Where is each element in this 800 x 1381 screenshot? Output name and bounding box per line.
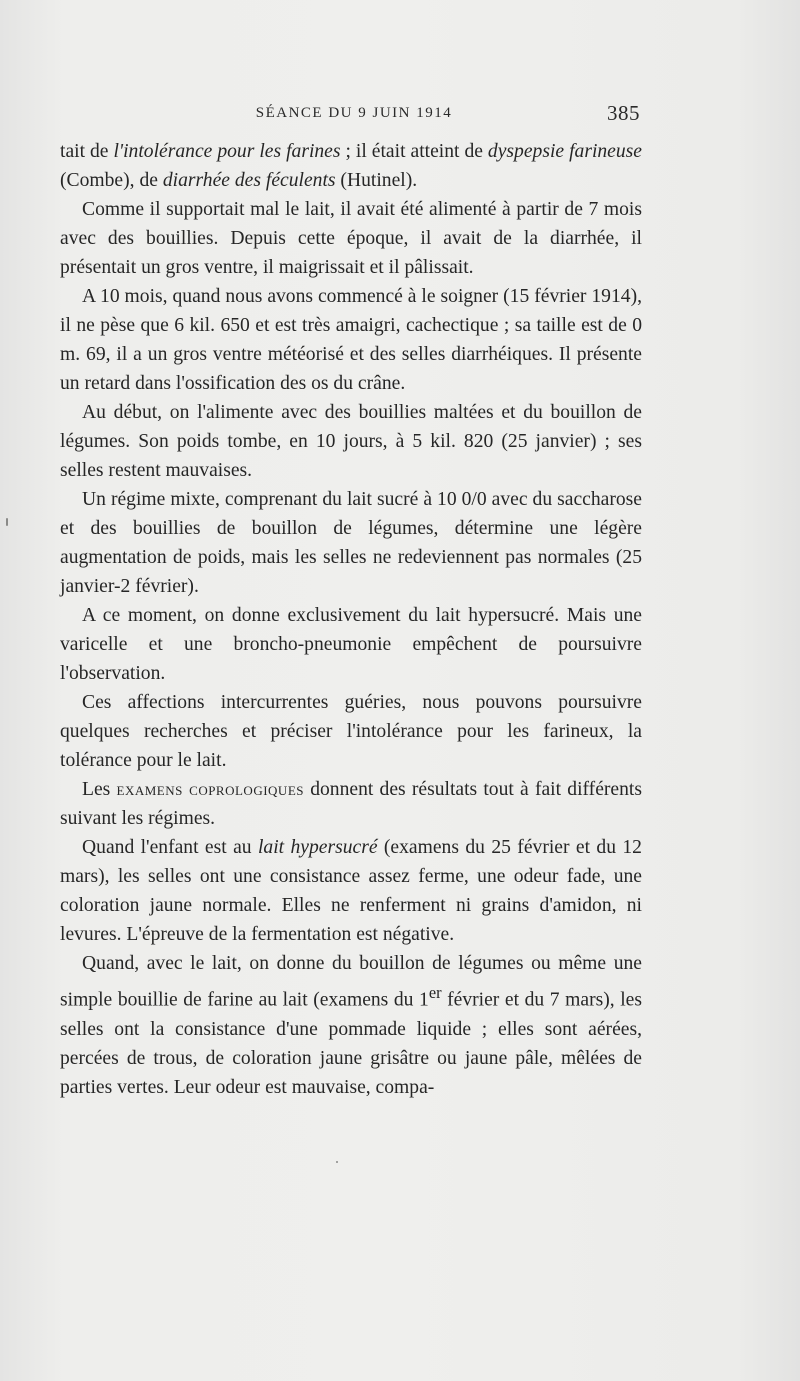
- paragraph-6: A ce moment, on donne exclusivement du lait hypersucré. Mais une varicelle et une broncho-pneumonie empêchent de poursuivre l'observation.: [60, 605, 642, 684]
- italic-term: lait hypersucré: [257, 837, 378, 858]
- text-run: février et du 7 mars), les selles ont la consistance d'une pommade liquide ; elles sont aérées, percées de trous, de coloration jaune grisâtre ou jaune pâle, mêlées de parties vertes. Leur odeur est mauvaise, compa-: [60, 989, 642, 1098]
- paper-speck: [336, 1161, 338, 1163]
- superscript: er: [428, 983, 442, 1002]
- body-text: [60, 137, 642, 1102]
- paragraph-8: [60, 775, 642, 833]
- text-run: donnent des résultats tout à fait différents suivant les régimes.: [60, 779, 642, 829]
- text-run: ; il était atteint de: [340, 141, 488, 162]
- text-run: (examens du 25 février et du 12 mars), les selles ont une consistance assez ferme, une odeur fade, une coloration jaune normale. Elles ne renferment ni grains d'amidon, ni levures. L'épreuve de la fermentation est négative.: [60, 837, 642, 945]
- paragraph-1: [60, 137, 642, 195]
- small-caps-term: examens coprologiques: [116, 779, 304, 799]
- italic-term: diarrhée des féculents: [162, 170, 336, 191]
- paragraph-5: Un régime mixte, comprenant du lait sucré à 10 0/0 avec du saccharose et des bouillies de bouillon de légumes, détermine une légère augmentation de poids, mais les selles ne redeviennent pas normales (25 janvier-2 février).: [60, 489, 642, 597]
- italic-term: dyspepsie farineuse: [487, 141, 642, 162]
- paragraph-7: Ces affections intercurrentes guéries, nous pouvons poursuivre quelques recherches et préciser l'intolérance pour les farineux, la tolérance pour le lait.: [60, 692, 642, 771]
- italic-term: l'intolérance pour les farines: [113, 141, 341, 162]
- text-run: Les: [82, 779, 117, 800]
- running-head: SÉANCE DU 9 JUIN 1914: [255, 105, 453, 121]
- paragraph-2: Comme il supportait mal le lait, il avait été alimenté à partir de 7 mois avec des bouillies. Depuis cette époque, il avait de la diarrhée, il présentait un gros ventre, il maigrissait et il pâlissait.: [60, 199, 642, 278]
- paper-speck: [6, 518, 8, 526]
- text-run: tait de: [60, 141, 114, 162]
- paragraph-3: A 10 mois, quand nous avons commencé à le soigner (15 février 1914), il ne pèse que 6 kil. 650 et est très amaigri, cachectique ; sa taille est de 0 m. 69, il a un gros ventre météorisé et des selles diarrhéiques. Il présente un retard dans l'ossification des os du crâne.: [60, 286, 642, 394]
- page-header: [60, 101, 640, 129]
- text-run: Quand l'enfant est au: [82, 837, 258, 858]
- text-run: Quand, avec le lait, on donne du bouillon de légumes ou même une simple bouillie de farine au lait (examens du 1: [60, 953, 642, 1011]
- paragraph-9: [60, 833, 642, 949]
- text-run: (Combe), de: [60, 170, 163, 191]
- page-number: 385: [607, 101, 640, 125]
- paragraph-4: Au début, on l'alimente avec des bouillies maltées et du bouillon de légumes. Son poids tombe, en 10 jours, à 5 kil. 820 (25 janvier) ; ses selles restent mauvaises.: [60, 402, 642, 481]
- text-run: (Hutinel).: [335, 170, 418, 191]
- paragraph-10: [60, 949, 642, 1102]
